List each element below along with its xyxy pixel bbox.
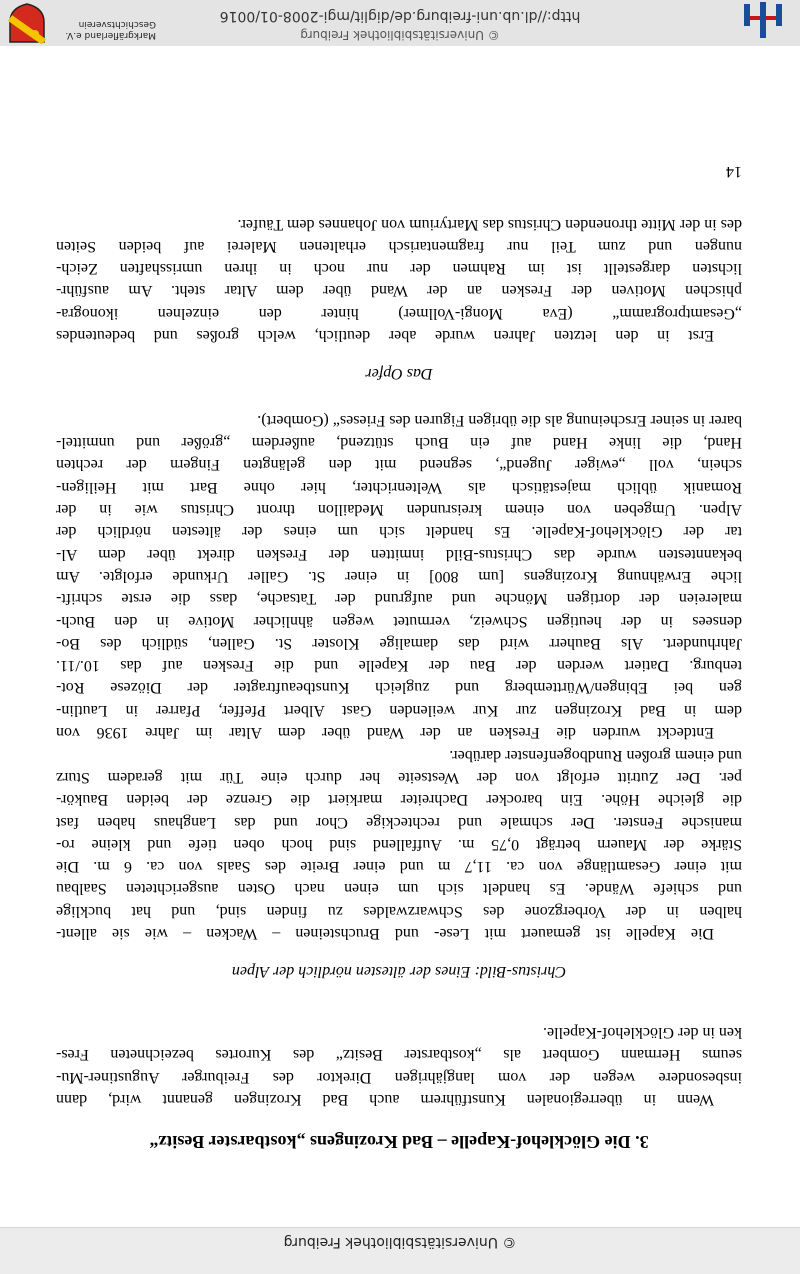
text-line: tenburg. Datiert werden der Bau der Kapelle und die Fresken auf das 10./11. [56, 657, 742, 675]
body-paragraph-2 [56, 409, 742, 743]
text-line: phischen Motiven der Fresken an der Wand über dem Altar steht. Am ausführ- [56, 282, 742, 300]
society-coat-of-arms-icon [6, 2, 48, 44]
text-line: malereien der dortigen Mönche und aufgrund der Tatsache, dass die erste schrift- [56, 590, 742, 608]
text-line: barer in seiner Erscheinung als die übrigen Figuren des Frieses“ (Gombert). [257, 411, 742, 429]
text-line: Alpen. Umgeben von einem kreisrunden Medaillon thront Christus wie in der [56, 501, 742, 519]
text-line: bekanntesten wurde das Christus-Bild inmitten der Fresken direkt über dem Al- [56, 545, 742, 563]
text-line: und schiefe Wände. Es handelt sich um einen nach Osten ausgerichteten Saalbau [56, 880, 742, 898]
text-line: und einem großen Rundbogenfenster darüber. [449, 746, 742, 764]
text-line: Romanik üblich majestätisch als Weltenrichter, hier ohne Bart mit Heiligen- [56, 478, 742, 496]
section-subtitle: Das Opfer [365, 365, 433, 382]
text-line: nungen und zum Teil nur fragmentarisch erhaltenen Malerei auf beiden Seiten [56, 237, 742, 255]
text-line: mit einer Gesamtlänge von ca. 11,7 m und einer Breite des Saals von ca. 6 m. Die [56, 858, 742, 876]
text-line: Hand, die linke Hand auf ein Buch stützend, außerdem „größer und unmittel- [56, 434, 742, 452]
page-number: 14 [726, 163, 742, 180]
footer-url-link[interactable]: http://dl.ub.uni-freiburg.de/diglit/mgi-2008-01/0016 [219, 8, 581, 24]
text-line: Erst in den letzten Jahren wurde aber deutlich, welch großes und bedeutendes [56, 327, 714, 344]
intro-paragraph [56, 1021, 742, 1110]
text-line: manische Fenster. Der schmale und rechteckige Chor und das Langhaus haben fast [56, 813, 742, 831]
society-line: Geschichtsverein [78, 19, 156, 29]
text-line: lichsten dargestellt ist im Rahmen der nur noch in ihren umrisshaften Zeich- [56, 260, 742, 278]
text-line: insbesondere wegen der vom langjährigen Direktor des Freiburger Augustiner-Mu- [56, 1068, 742, 1086]
body-paragraph-3 [56, 212, 742, 346]
text-line: tar der Glöcklehof-Kapelle. Es handelt sich um eines der ältesten nördlich der [56, 523, 742, 541]
text-line: Stärke der Mauern beträgt 0,75 m. Auffallend sind hoch oben tiefe und kleine ro- [56, 835, 742, 853]
society-name [36, 18, 156, 40]
society-line: Markgräflerland e.V. [65, 30, 156, 40]
text-line: des in der Mitte thronenden Christus das Martyrium von Johannes dem Täufer. [237, 215, 742, 233]
chapter-title: 3. Die Glöcklehof-Kapelle – Bad Krozingens „kostbarster Besitz“ [149, 1132, 649, 1152]
text-line: „Gesamtprogramm“ (Eva Mongi-Vollmer) hinter den einzelnen ikonogra- [56, 304, 742, 322]
text-line: densees in der heutigen Schweiz, vermutet wegen ähnlicher Motive in den Buch- [56, 612, 742, 630]
text-line: Die Kapelle ist gemauert mit Lese- und Bruchsteinen – Wacken – wie sie allent- [56, 925, 714, 942]
scan-footer-band [0, 0, 800, 46]
footer-library-text: © Universitätsbibliothek Freiburg [300, 28, 500, 42]
text-line: gen bei Ebingen/Württemberg und zugleich Kunstbeauftragter der Diözese Rot- [56, 679, 742, 697]
text-line: Wenn in überregionalen Kunstführern auch Bad Krozingen genannt wird, dann [56, 1091, 714, 1108]
text-line: per. Der Zutritt erfolgt von der Westseite her durch eine Tür mit geradem Sturz [56, 768, 742, 786]
text-line: die gleiche Höhe. Ein barocker Dachreiter markiert die Grenze der beiden Baukör- [56, 791, 742, 809]
text-line: Jahrhundert. Als Bauherr wird das damalige Kloster St. Gallen, südlich des Bo- [56, 634, 742, 652]
text-line: Entdeckt wurden die Fresken an der Wand über dem Altar im Jahre 1936 von [56, 724, 714, 741]
text-line: schein, voll „ewiger Jugend“, segnend mit den gelängten Fingern der rechten [56, 456, 742, 474]
body-paragraph-1 [56, 743, 742, 944]
section-subtitle: Christus-Bild: Eines der ältesten nördlich der Alpen [231, 963, 567, 980]
text-line: liche Erwähnung Krozingens [um 800] in einer St. Galler Urkunde erfolgte. Am [56, 567, 742, 585]
text-line: dem in Bad Krozingen zur Kur weilenden Gast Albert Pfeffer, Pfarrer in Lautlin- [56, 701, 742, 719]
text-line: ken in der Glöcklehof-Kapelle. [542, 1024, 742, 1042]
text-line: seums Hermann Gombert als „kostbarster Besitz“ des Kurortes bezeichneten Fres- [56, 1046, 742, 1064]
scan-header-band [0, 1227, 800, 1274]
text-line: halben in der Vorbergzone des Schwarzwaldes zu finden sind, und hat bucklige [56, 902, 742, 920]
header-library-text: © Universitätsbibliothek Freiburg [283, 1234, 517, 1250]
